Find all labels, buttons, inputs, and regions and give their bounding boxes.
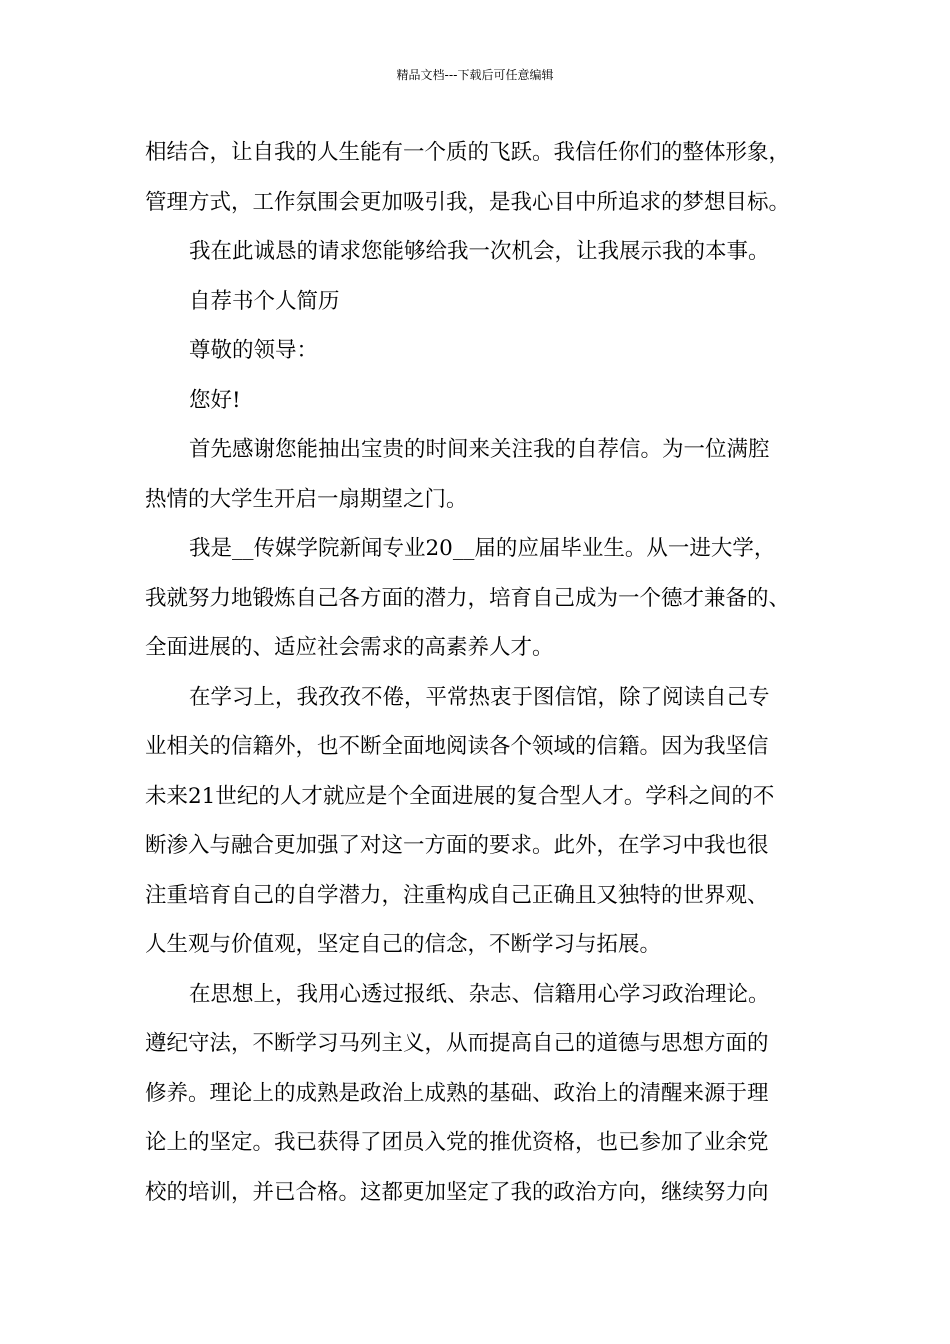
text-line: 校的培训，并已合格。这都更加坚定了我的政治方向，继续努力向 [145, 1179, 769, 1205]
text-line: 论上的坚定。我已获得了团员入党的推优资格，也已参加了业余党 [145, 1130, 769, 1155]
text-line: 修养。理论上的成熟是政治上成熟的基础、政治上的清醒来源于理 [145, 1080, 769, 1106]
text-line: 全面进展的、适应社会需求的高素养人才。 [145, 635, 554, 660]
page-header: 精品文档---下载后可任意编辑 [396, 68, 554, 82]
text-line: 注重培育自己的自学潜力，注重构成自己正确且又独特的世界观、 [145, 882, 769, 908]
text-line: 我就努力地锻炼自己各方面的潜力，培育自己成为一个德才兼备的、 [145, 585, 791, 611]
text-line: 遵纪守法，不断学习马列主义，从而提高自己的道德与思想方面的 [145, 1031, 769, 1056]
text-line: 在思想上，我用心透过报纸、杂志、信籍用心学习政治理论。 [189, 981, 770, 1007]
text-line: 在学习上，我孜孜不倦，平常热衷于图信馆，除了阅读自己专 [189, 684, 770, 710]
text-line: 未来21世纪的人才就应是个全面进展的复合型人才。学科之间的不 [145, 783, 775, 809]
text-line: 相结合，让自我的人生能有一个质的飞跃。我信任你们的整体形象， [145, 140, 791, 165]
text-line: 尊敬的领导： [189, 338, 319, 363]
text-line: 业相关的信籍外，也不断全面地阅读各个领域的信籍。因为我坚信 [145, 734, 769, 759]
text-line: 首先感谢您能抽出宝贵的时间来关注我的自荐信。为一位满腔 [189, 437, 770, 462]
text-line: 断渗入与融合更加强了对这一方面的要求。此外，在学习中我也很 [145, 833, 769, 858]
text-line: 热情的大学生开启一扇期望之门。 [145, 486, 468, 512]
document-body [145, 128, 807, 1217]
text-line: 我在此诚恳的请求您能够给我一次机会，让我展示我的本事。 [189, 239, 770, 264]
text-line: 管理方式，工作氛围会更加吸引我，是我心目中所追求的梦想目标。 [145, 189, 791, 215]
text-line: 您好! [189, 387, 241, 413]
text-line: 自荐书个人简历 [189, 288, 340, 314]
text-line: 我是__传媒学院新闻专业20__届的应届毕业生。从一进大学， [189, 536, 776, 561]
text-line: 人生观与价值观，坚定自己的信念，不断学习与拓展。 [145, 932, 662, 957]
